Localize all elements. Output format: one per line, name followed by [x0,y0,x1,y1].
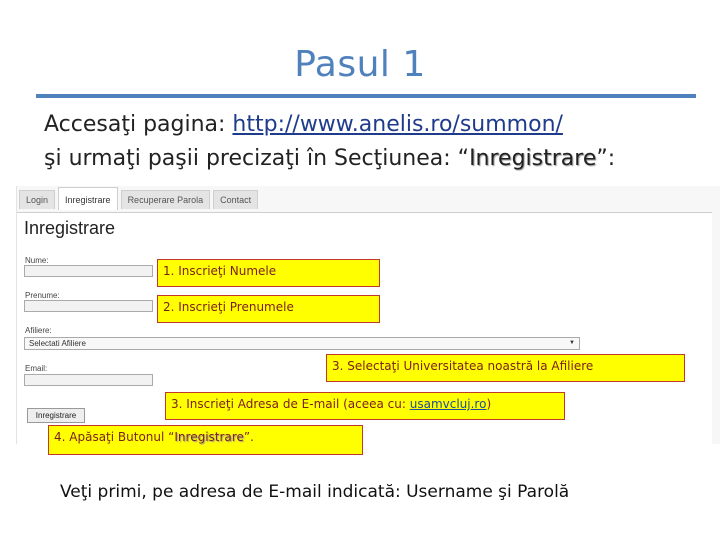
callout-email-prefix: 3. Inscrieţi Adresa de E-mail (aceea cu: [171,397,410,411]
callout-step-1-text: 1. Inscrieţi Numele [163,264,277,278]
callout-step-2 [157,295,380,323]
result-note: Veţi primi, pe adresa de E-mail indicată: Username şi Parolă [60,482,570,502]
callout-email-suffix: ) [486,397,492,411]
afiliere-select[interactable] [24,337,580,350]
instruction-line-2 [44,146,615,171]
tab-contact[interactable]: Contact [213,190,258,209]
tab-bar [17,190,258,214]
callout-step-4-prefix: 4. Apăsaţi Butonul “ [54,430,175,444]
dropdown-arrow-icon: ▼ [569,340,575,346]
instruction-prefix: Accesaţi pagina: [44,112,233,137]
prenume-label: Prenume: [25,291,60,300]
form-heading: Inregistrare [24,218,116,238]
tab-inregistrare[interactable]: Inregistrare [58,187,118,210]
email-domain: usamvcluj.ro [409,397,487,411]
tab-login[interactable]: Login [19,190,55,209]
instruction-line-1 [44,112,563,137]
slide-title: Pasul 1 [294,44,426,85]
callout-step-2-text: 2. Inscrieţi Prenumele [163,300,294,314]
instruction-suffix-2: ”: [596,146,616,171]
callout-step-3-text: 3. Selectaţi Universitatea noastră la Afiliere [332,359,594,373]
callout-step-4 [48,425,363,455]
instruction-prefix-2: şi urmaţi paşii precizaţi în Secţiunea: “ [44,146,470,171]
prenume-input[interactable] [24,300,153,312]
anelis-link[interactable]: http://www.anelis.ro/summon/ [232,112,563,137]
nume-input[interactable] [24,265,153,277]
register-button[interactable]: Inregistrare [27,408,85,423]
callout-step-1 [157,259,380,287]
title-underline [36,94,696,98]
email-label: Email: [25,364,48,373]
callout-step-4-suffix: ”. [243,430,254,444]
afiliere-selected-value: Selectati Afiliere [29,339,86,348]
section-name: Inregistrare [469,146,597,171]
callout-step-3 [326,354,685,382]
callout-step-3-email [165,392,565,420]
callout-step-4-highlight: Inregistrare [174,430,244,444]
nume-label: Nume: [25,256,49,265]
email-input[interactable] [24,374,153,386]
tab-recuperare-parola[interactable]: Recuperare Parola [121,190,211,209]
afiliere-label: Afiliere: [25,326,52,335]
